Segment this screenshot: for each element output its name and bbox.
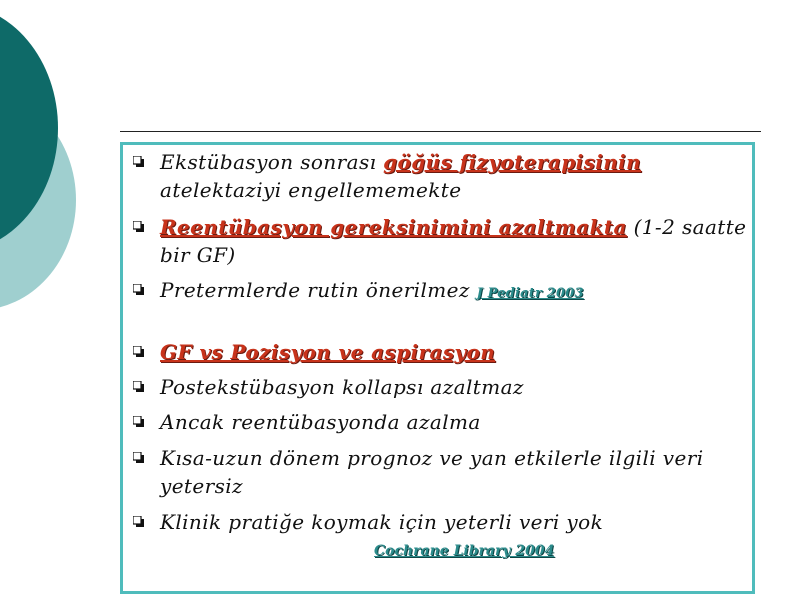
citation: J Pediatr 2003 xyxy=(476,286,584,301)
bullet-text: Pretermlerde rutin önerilmez J Pediatr 2003 xyxy=(160,278,584,302)
bullet-square-icon xyxy=(133,516,144,527)
bullet-item xyxy=(133,276,753,308)
bullet-item xyxy=(133,408,753,436)
bullet-item xyxy=(133,444,753,500)
bullet-item xyxy=(133,213,753,269)
bullet-item xyxy=(133,148,753,204)
bullet-item xyxy=(133,508,753,536)
bullet-text: Ekstübasyon sonrası göğüs fizyoterapisinin atelektaziyi engellememekte xyxy=(160,150,642,202)
bullet-text: Klinik pratiğe koymak için yeterli veri yok xyxy=(160,510,604,534)
bullet-item xyxy=(133,338,753,366)
bullet-text: Kısa-uzun dönem prognoz ve yan etkilerle ilgili veri yetersiz xyxy=(160,446,704,498)
bullet-text: GF vs Pozisyon ve aspirasyon xyxy=(160,340,496,364)
bullet-item xyxy=(133,373,753,401)
bullet-square-icon xyxy=(133,221,144,232)
bullet-square-icon xyxy=(133,284,144,295)
bullet-text: Reentübasyon gereksinimini azaltmakta (1-2 saatte bir GF) xyxy=(160,215,747,267)
bullet-text: Postekstübasyon kollapsı azaltmaz xyxy=(160,375,524,399)
title-divider xyxy=(120,131,761,132)
bullet-text: Ancak reentübasyonda azalma xyxy=(160,410,481,434)
bullet-square-icon xyxy=(133,416,144,427)
bullet-square-icon xyxy=(133,452,144,463)
bullet-square-icon xyxy=(133,346,144,357)
bullet-square-icon xyxy=(133,381,144,392)
bullet-square-icon xyxy=(133,156,144,167)
source-citation: Cochrane Library 2004 xyxy=(374,543,555,559)
